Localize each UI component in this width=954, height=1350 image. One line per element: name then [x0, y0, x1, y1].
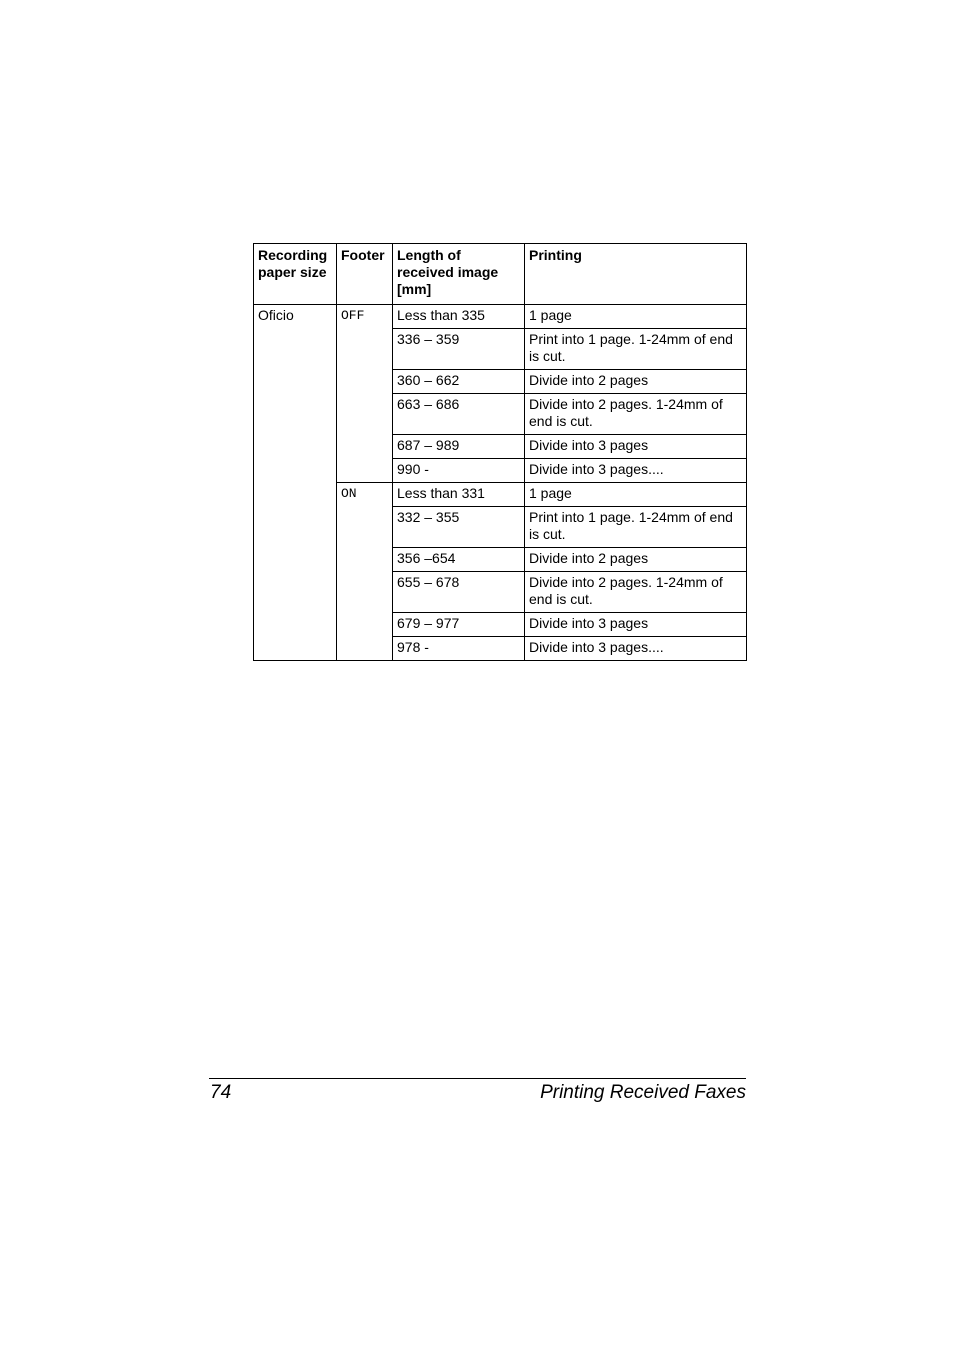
- printing-cell: Print into 1 page. 1-24mm of end is cut.: [525, 507, 747, 548]
- paper-size-table: [253, 243, 747, 661]
- header-length: Length of received image [mm]: [393, 244, 525, 305]
- length-cell: Less than 331: [393, 483, 525, 507]
- length-cell: 360 – 662: [393, 370, 525, 394]
- length-cell: 655 – 678: [393, 572, 525, 613]
- length-cell: 332 – 355: [393, 507, 525, 548]
- printing-cell: Divide into 2 pages. 1-24mm of end is cut.: [525, 394, 747, 435]
- printing-cell: 1 page: [525, 305, 747, 329]
- length-cell: 663 – 686: [393, 394, 525, 435]
- paper-size-cell: Oficio: [254, 305, 337, 661]
- table-row: [254, 305, 747, 329]
- printing-cell: Divide into 3 pages....: [525, 637, 747, 661]
- length-cell: 356 –654: [393, 548, 525, 572]
- length-cell: 978 -: [393, 637, 525, 661]
- table-header-row: [254, 244, 747, 305]
- printing-cell: Divide into 2 pages: [525, 548, 747, 572]
- length-cell: 990 -: [393, 459, 525, 483]
- printing-cell: Divide into 3 pages....: [525, 459, 747, 483]
- printing-cell: Divide into 3 pages: [525, 435, 747, 459]
- length-cell: 687 – 989: [393, 435, 525, 459]
- printing-cell: 1 page: [525, 483, 747, 507]
- header-printing: Printing: [525, 244, 747, 305]
- length-cell: 679 – 977: [393, 613, 525, 637]
- printing-cell: Divide into 2 pages: [525, 370, 747, 394]
- footer-off-cell: OFF: [337, 305, 393, 483]
- printing-cell: Divide into 2 pages. 1-24mm of end is cut.: [525, 572, 747, 613]
- printing-cell: Print into 1 page. 1-24mm of end is cut.: [525, 329, 747, 370]
- length-cell: 336 – 359: [393, 329, 525, 370]
- page-number: 74: [210, 1082, 232, 1103]
- length-cell: Less than 335: [393, 305, 525, 329]
- running-footer-title: Printing Received Faxes: [540, 1082, 746, 1103]
- header-footer: Footer: [337, 244, 393, 305]
- footer-on-cell: ON: [337, 483, 393, 661]
- footer-divider: [209, 1078, 746, 1079]
- printing-cell: Divide into 3 pages: [525, 613, 747, 637]
- header-recording-paper-size: Recording paper size: [254, 244, 337, 305]
